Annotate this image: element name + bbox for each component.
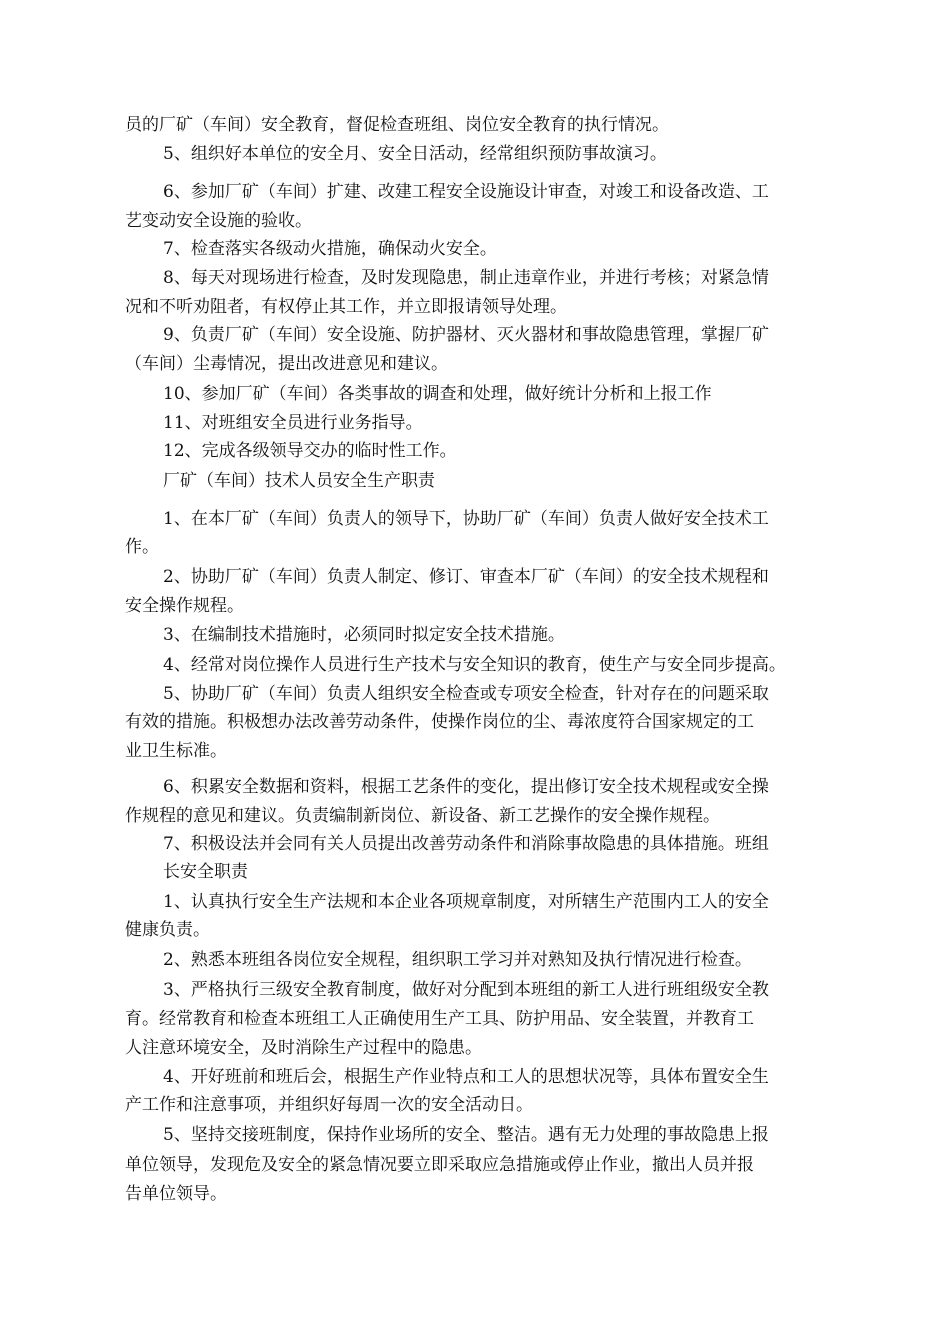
section-heading: 长安全职责 <box>163 862 248 882</box>
text-line: 2、协助厂矿（车间）负责人制定、修订、审查本厂矿（车间）的安全技术规程和 <box>163 567 769 587</box>
text-line: 作规程的意见和建议。负责编制新岗位、新设备、新工艺操作的安全操作规程。 <box>125 806 720 826</box>
text-line: 健康负责。 <box>125 920 210 940</box>
text-line: 10、参加厂矿（车间）各类事故的调查和处理，做好统计分析和上报工作 <box>163 384 712 404</box>
text-line: 9、负责厂矿（车间）安全设施、防护器材、灭火器材和事故隐患管理，掌握厂矿 <box>163 325 769 345</box>
text-line: 4、经常对岗位操作人员进行生产技术与安全知识的教育，使生产与安全同步提高。 <box>163 655 786 675</box>
text-line: 有效的措施。积极想办法改善劳动条件，使操作岗位的尘、毒浓度符合国家规定的工 <box>125 712 754 732</box>
text-line: 6、积累安全数据和资料，根据工艺条件的变化，提出修订安全技术规程或安全操 <box>163 777 769 797</box>
text-line: 安全操作规程。 <box>125 596 244 616</box>
text-line: 3、在编制技术措施时，必须同时拟定安全技术措施。 <box>163 625 565 645</box>
text-line: 2、熟悉本班组各岗位安全规程，组织职工学习并对熟知及执行情况进行检查。 <box>163 950 752 970</box>
text-line: 8、每天对现场进行检查，及时发现隐患，制止违章作业，并进行考核；对紧急情 <box>163 268 769 288</box>
text-line: 告单位领导。 <box>125 1184 227 1204</box>
text-line: 作。 <box>125 537 159 557</box>
text-line: 12、完成各级领导交办的临时性工作。 <box>163 441 457 461</box>
text-line: 5、组织好本单位的安全月、安全日活动，经常组织预防事故演习。 <box>163 144 667 164</box>
text-line: 况和不听劝阻者，有权停止其工作，并立即报请领导处理。 <box>125 297 567 317</box>
text-line: 育。经常教育和检查本班组工人正确使用生产工具、防护用品、安全装置，并教育工 <box>125 1009 754 1029</box>
text-line: 产工作和注意事项，并组织好每周一次的安全活动日。 <box>125 1095 533 1115</box>
text-line: 人注意环境安全，及时消除生产过程中的隐患。 <box>125 1038 482 1058</box>
text-line: 5、协助厂矿（车间）负责人组织安全检查或专项安全检查，针对存在的问题采取 <box>163 684 769 704</box>
text-line: 4、开好班前和班后会，根据生产作业特点和工人的思想状况等，具体布置安全生 <box>163 1067 769 1087</box>
text-line: 1、认真执行安全生产法规和本企业各项规章制度，对所辖生产范围内工人的安全 <box>163 892 769 912</box>
text-line: 11、对班组安全员进行业务指导。 <box>163 413 423 433</box>
text-line: 3、严格执行三级安全教育制度，做好对分配到本班组的新工人进行班组级安全教 <box>163 980 769 1000</box>
section-heading: 厂矿（车间）技术人员安全生产职责 <box>163 471 435 491</box>
text-line: 艺变动安全设施的验收。 <box>125 211 312 231</box>
text-line: 1、在本厂矿（车间）负责人的领导下，协助厂矿（车间）负责人做好安全技术工 <box>163 509 769 529</box>
text-line: （车间）尘毒情况，提出改进意见和建议。 <box>125 354 448 374</box>
text-line: 员的厂矿（车间）安全教育，督促检查班组、岗位安全教育的执行情况。 <box>125 115 669 135</box>
text-line: 6、参加厂矿（车间）扩建、改建工程安全设施设计审查，对竣工和设备改造、工 <box>163 182 769 202</box>
text-line: 7、积极设法并会同有关人员提出改善劳动条件和消除事故隐患的具体措施。班组 <box>163 834 769 854</box>
text-line: 单位领导，发现危及安全的紧急情况要立即采取应急措施或停止作业，撤出人员并报 <box>125 1155 754 1175</box>
text-line: 业卫生标准。 <box>125 741 227 761</box>
text-line: 5、坚持交接班制度，保持作业场所的安全、整洁。遇有无力处理的事故隐患上报 <box>163 1125 769 1145</box>
text-line: 7、检查落实各级动火措施，确保动火安全。 <box>163 239 497 259</box>
